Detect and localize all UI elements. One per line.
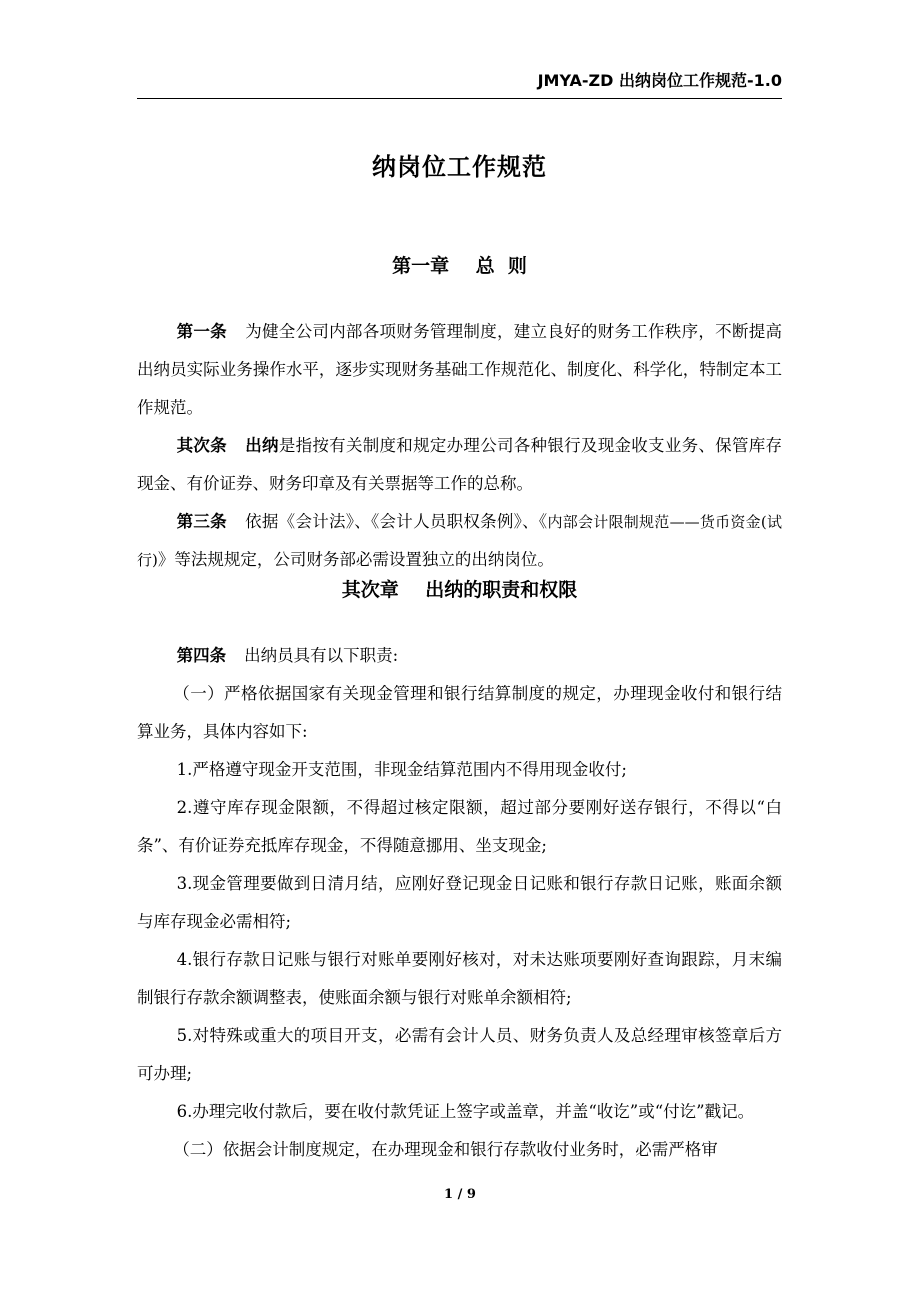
- article-3: [137, 503, 782, 579]
- article-2: [137, 427, 782, 503]
- article-3-text-a: 依据《会计法》、《会计人员职权条例》、《: [244, 512, 548, 531]
- article-2-label: 其次条: [176, 436, 227, 455]
- sub-item-2: 2.遵守库存现金限额，不得超过核定限额，超过部分要刚好送存银行，不得以“白条”、有价证券充抵库存现金，不得随意挪用、坐支现金;: [137, 798, 782, 855]
- document-title: 纳岗位工作规范: [372, 152, 547, 181]
- chapter-1-title: 第一章 总 则: [392, 255, 527, 277]
- duty-item-2: （二）依据会计制度规定，在办理现金和银行存款收付业务时，必需严格审: [173, 1140, 718, 1159]
- sub-item-6: 6.办理完收付款后，要在收付款凭证上签字或盖章，并盖“收讫”或“付讫”戳记。: [176, 1102, 755, 1121]
- article-1: [137, 313, 782, 427]
- sub-item-1: 1.严格遵守现金开支范围，非现金结算范围内不得用现金收付;: [176, 760, 627, 779]
- article-4-text: 出纳员具有以下职责:: [244, 646, 399, 665]
- sub-item-3: 3.现金管理要做到日清月结，应刚好登记现金日记账和银行存款日记账，账面余额与库存现金必需相符;: [137, 874, 782, 931]
- article-3-label: 第三条: [176, 512, 227, 531]
- header-doc-code: JMYA-ZD 出纳岗位工作规范-1.0: [537, 71, 782, 90]
- article-3-text-b: 》等法规规定，公司财务部必需设置独立的出纳岗位。: [157, 550, 554, 569]
- duty-item-1: （一）严格依据国家有关现金管理和银行结算制度的规定，办理现金收付和银行结算业务，具体内容如下:: [137, 684, 782, 741]
- page-number: 1 / 9: [444, 1187, 476, 1202]
- chapter-2-body: [137, 637, 782, 1169]
- article-4: [137, 637, 782, 675]
- sub-item-5: 5.对特殊或重大的项目开支，必需有会计人员、财务负责人及总经理审核签章后方可办理;: [137, 1026, 782, 1083]
- article-2-text: 是指按有关制度和规定办理公司各种银行及现金收支业务、保管库存现金、有价证券、财务印章及有关票据等工作的总称。: [137, 436, 783, 493]
- article-3-reference: 内部会计限制规范——货币资金(试行): [137, 513, 783, 569]
- article-4-label: 第四条: [176, 646, 227, 665]
- article-1-label: 第一条: [176, 322, 227, 341]
- article-1-text: 为健全公司内部各项财务管理制度，建立良好的财务工作秩序，不断提高出纳员实际业务操作水平，逐步实现财务基础工作规范化、制度化、科学化，特制定本工作规范。: [137, 322, 783, 417]
- chapter-1-body: [137, 313, 782, 579]
- chapter-2-title: 其次章 出纳的职责和权限: [341, 579, 578, 601]
- sub-item-4: 4.银行存款日记账与银行对账单要刚好核对，对未达账项要刚好查询跟踪，月末编制银行存款余额调整表，使账面余额与银行对账单余额相符;: [137, 950, 782, 1007]
- header-rule: [137, 98, 782, 99]
- article-2-term: 出纳: [244, 436, 279, 455]
